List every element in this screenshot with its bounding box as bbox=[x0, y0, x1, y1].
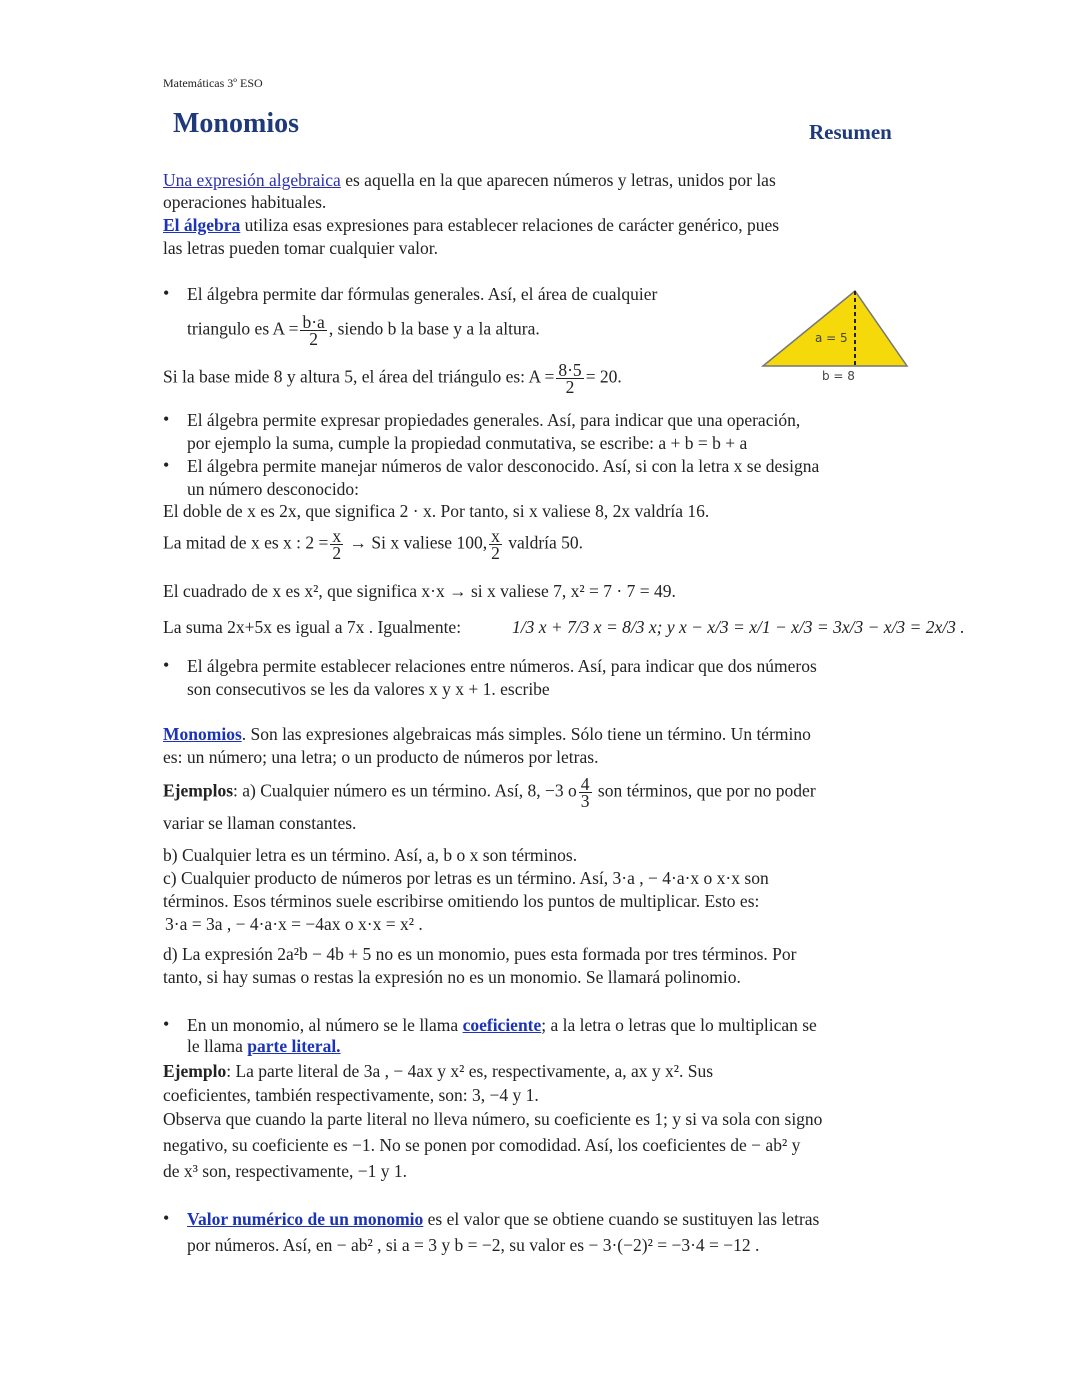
bullet4-line2: son consecutivos se les da valores x y x + 1. escribe bbox=[187, 679, 550, 699]
ejemplos-c3: 3·a = 3a , − 4·a·x = −4ax o x·x = x² . bbox=[165, 914, 423, 934]
ejemplos-c1: c) Cualquier producto de números por letras es un término. Así, 3·a , − 4·a·x o x·x son bbox=[163, 868, 769, 888]
bullet3-line2: un número desconocido: bbox=[187, 479, 360, 499]
bullet4-line1: El álgebra permite establecer relaciones entre números. Así, para indicar que dos números bbox=[187, 656, 817, 676]
triangle-shape bbox=[763, 291, 907, 366]
fraction-half: $\frac{x}{2}$ bbox=[332, 526, 342, 563]
coef-obs1: Observa que cuando la parte literal no lleva número, su coeficiente es 1; y si va sola con signo bbox=[163, 1109, 823, 1129]
intro-line-2: operaciones habituales. bbox=[163, 192, 327, 212]
bullet-dot: • bbox=[163, 455, 170, 475]
bullet-dot: • bbox=[163, 409, 170, 429]
triangle-figure bbox=[760, 288, 910, 383]
ejemplos-d1: d) La expresión 2a²b − 4b + 5 no es un monomio, pues esta formada por tres términos. Por bbox=[163, 944, 797, 964]
bullet1-line1: El álgebra permite dar fórmulas generales. Así, el área de cualquier bbox=[187, 284, 658, 304]
bullet-dot: • bbox=[163, 1208, 170, 1228]
coef-obs3: de x³ son, respectivamente, −1 y 1. bbox=[163, 1161, 408, 1181]
intro-line-3: El álgebra utiliza esas expresiones para establecer relaciones de carácter genérico, pues bbox=[163, 215, 780, 235]
link-parte-literal[interactable]: parte literal. bbox=[247, 1036, 341, 1056]
fraction-half-2: $\frac{x}{2}$ bbox=[491, 526, 500, 563]
intro-line-1: Una expresión algebraica es aquella en la que aparecen números y letras, unidos por las bbox=[163, 170, 776, 190]
intro-line-4: las letras pueden tomar cualquier valor. bbox=[163, 238, 439, 258]
bullet2-line2: por ejemplo la suma, cumple la propiedad conmutativa, se escribe: a + b = b + a bbox=[187, 433, 748, 453]
valor-line2: por números. Así, en − ab² , si a = 3 y b = −2, su valor es − 3·(−2)² = −3·4 = −12 . bbox=[187, 1235, 760, 1255]
ejemplos-c2: términos. Esos términos suele escribirse omitiendo los puntos de multiplicar. Esto es: bbox=[163, 891, 760, 911]
coef-obs2: negativo, su coeficiente es −1. No se ponen por comodidad. Así, los coeficientes de − ab² y bbox=[163, 1135, 801, 1155]
bullet-dot: • bbox=[163, 655, 170, 675]
resumen-label: Resumen bbox=[809, 120, 892, 144]
coef-line2: le llama parte literal. bbox=[187, 1036, 341, 1056]
link-monomios[interactable]: Monomios bbox=[163, 724, 242, 744]
link-valor-numerico[interactable]: Valor numérico de un monomio bbox=[187, 1209, 424, 1229]
ejemplos-a2: variar se llaman constantes. bbox=[163, 813, 357, 833]
coef-line1: En un monomio, al número se le llama coeficiente; a la letra o letras que lo multiplican se bbox=[187, 1015, 817, 1035]
cuadrado-line: El cuadrado de x es x², que significa x·x → si x valiese 7, x² = 7 · 7 = 49. bbox=[163, 581, 676, 601]
doble-line: El doble de x es 2x, que significa 2 · x. Por tanto, si x valiese 8, 2x valdría 16. bbox=[163, 501, 710, 521]
header-subject: Matemáticas 3º ESO bbox=[163, 76, 263, 90]
monomios-line2: es: un número; una letra; o un producto de números por letras. bbox=[163, 747, 599, 767]
fraction-four-thirds: $\frac{4}{3}$ bbox=[580, 774, 590, 811]
ejemplos-a: Ejemplos: a) Cualquier número es un término. Así, 8, −3 o $\frac{4}{3}$ son términos, que por no poder bbox=[163, 774, 816, 811]
bullet1-line3: Si la base mide 8 y altura 5, el área del triángulo es: A = $\frac{8\cdot 5}{2}$ = 20. bbox=[163, 360, 622, 397]
bullet2-line1: El álgebra permite expresar propiedades generales. Así, para indicar que una operación, bbox=[187, 410, 801, 430]
page-title: Monomios bbox=[173, 108, 299, 139]
monomios-line1: Monomios. Son las expresiones algebraicas más simples. Sólo tiene un término. Un término bbox=[163, 724, 811, 744]
suma-expression: 1/3 x + 7/3 x = 8/3 x; y x − x/3 = x/1 − x/3 = 3x/3 − x/3 = 2x/3 . bbox=[512, 617, 965, 637]
bullet1-line2: triangulo es A = $\frac{b\cdot a}{2}$ , siendo b la base y a la altura. bbox=[187, 312, 540, 349]
link-coeficiente[interactable]: coeficiente bbox=[462, 1015, 542, 1035]
triangle-label-b: b = 8 bbox=[822, 369, 855, 383]
valor-line1: Valor numérico de un monomio es el valor que se obtiene cuando se sustituyen las letras bbox=[187, 1209, 820, 1229]
fraction-area-example: $\frac{8\cdot 5}{2}$ bbox=[558, 360, 582, 397]
coef-ejemplo2: coeficientes, también respectivamente, son: 3, −4 y 1. bbox=[163, 1085, 539, 1105]
ejemplos-d2: tanto, si hay sumas o restas la expresión no es un monomio. Se llamará polinomio. bbox=[163, 967, 741, 987]
suma-line: La suma 2x+5x es igual a 7x . Igualmente: bbox=[163, 617, 462, 637]
bullet-dot: • bbox=[163, 1014, 170, 1034]
ejemplos-b: b) Cualquier letra es un término. Así, a, b o x son términos. bbox=[163, 845, 578, 865]
link-expresion-algebraica[interactable]: Una expresión algebraica bbox=[163, 170, 341, 190]
link-el-algebra[interactable]: El álgebra bbox=[163, 215, 241, 235]
triangle-label-a: a = 5 bbox=[815, 331, 848, 345]
bullet3-line1: El álgebra permite manejar números de valor desconocido. Así, si con la letra x se designa bbox=[187, 456, 820, 476]
bullet-dot: • bbox=[163, 283, 170, 303]
fraction-area: $\frac{b\cdot a}{2}$ bbox=[302, 312, 325, 349]
coef-ejemplo1: Ejemplo: La parte literal de 3a , − 4ax y x² es, respectivamente, a, ax y x². Sus bbox=[163, 1061, 714, 1081]
mitad-line: La mitad de x es x : 2 = $\frac{x}{2}$ → Si x valiese 100, $\frac{x}{2}$ valdría 50. bbox=[163, 526, 584, 563]
